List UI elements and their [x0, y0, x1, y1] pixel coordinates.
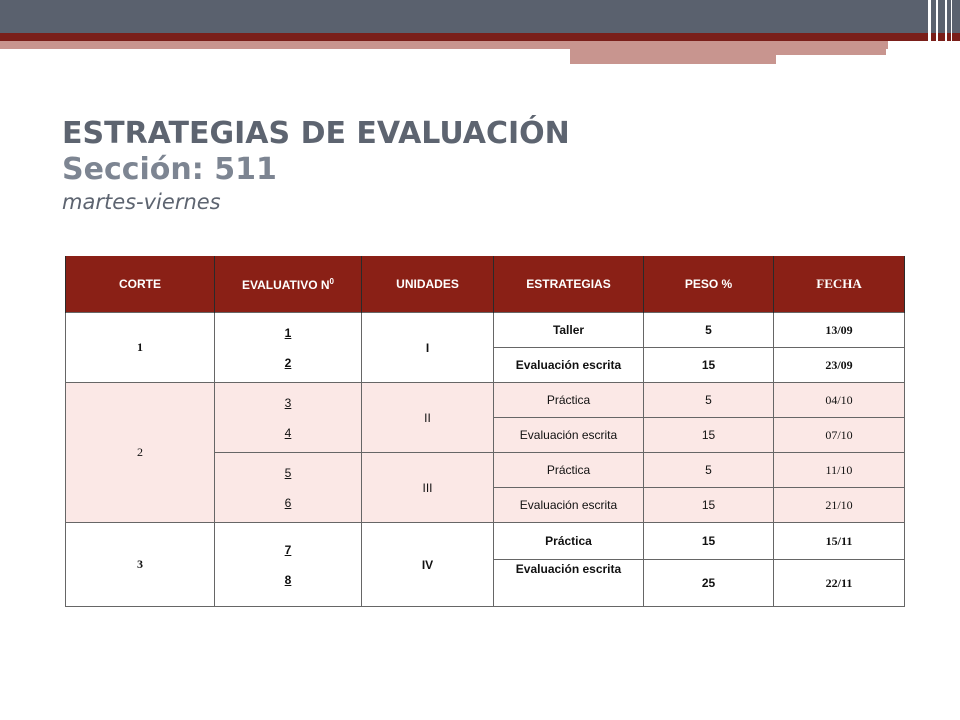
peso-cell: 15: [644, 418, 774, 453]
fecha-cell: 13/09: [774, 313, 905, 348]
table-header-row: [66, 256, 905, 313]
unidad-cell: III: [362, 453, 494, 523]
evaluativo-number: 4: [284, 425, 292, 440]
evaluativo-number: 6: [284, 495, 292, 510]
evaluativo-number: 1: [284, 325, 292, 340]
fecha-cell: 21/10: [774, 488, 905, 523]
unidad-cell: II: [362, 383, 494, 453]
evaluativo-cell: [215, 313, 362, 383]
evaluativo-cell: [215, 523, 362, 607]
estrategia-cell: Evaluación escrita: [494, 488, 644, 523]
evaluativo-number: 3: [284, 395, 292, 410]
peso-cell: 5: [644, 453, 774, 488]
evaluativo-cell: [215, 383, 362, 453]
schedule-days: martes-viernes: [62, 190, 221, 214]
col-header-unidades: UNIDADES: [362, 256, 494, 313]
estrategia-cell: Evaluación escrita: [494, 560, 644, 607]
evaluativo-number: 7: [284, 542, 292, 557]
table-row: [66, 523, 905, 560]
col-header-peso: PESO %: [644, 256, 774, 313]
slide-edge-stripe: [951, 0, 952, 64]
estrategia-cell: Práctica: [494, 383, 644, 418]
evaluativo-number: 2: [284, 355, 292, 370]
estrategia-cell: Evaluación escrita: [494, 418, 644, 453]
evaluativo-cell: [215, 453, 362, 523]
evaluativo-number: 8: [284, 572, 292, 587]
unidad-cell: I: [362, 313, 494, 383]
slide-accent-bar: [0, 41, 888, 49]
slide-accent-line: [0, 33, 960, 41]
col-header-evaluativo: [215, 256, 362, 313]
section-title: Sección: 511: [62, 152, 277, 187]
slide-accent-bar-shorter: [570, 55, 776, 64]
col-header-superscript: 0: [329, 276, 334, 286]
peso-cell: 5: [644, 383, 774, 418]
col-header-estrategias: ESTRATEGIAS: [494, 256, 644, 313]
peso-cell: 15: [644, 523, 774, 560]
table-row: [66, 313, 905, 348]
fecha-cell: 15/11: [774, 523, 905, 560]
peso-cell: 25: [644, 560, 774, 607]
estrategia-cell: Evaluación escrita: [494, 348, 644, 383]
evaluativo-number: 5: [284, 465, 292, 480]
slide-top-bar: [0, 0, 960, 33]
slide-edge-stripe: [945, 0, 947, 64]
estrategia-cell: Práctica: [494, 453, 644, 488]
unidad-cell: IV: [362, 523, 494, 607]
peso-cell: 15: [644, 488, 774, 523]
corte-cell: 2: [66, 383, 215, 523]
corte-cell: 3: [66, 523, 215, 607]
estrategia-cell: Taller: [494, 313, 644, 348]
slide-edge-stripe: [928, 0, 931, 64]
col-header-fecha: FECHA: [774, 256, 905, 313]
col-header-corte: CORTE: [66, 256, 215, 313]
title-block: [62, 116, 570, 216]
fecha-cell: 23/09: [774, 348, 905, 383]
col-header-evaluativo-text: EVALUATIVO N: [241, 277, 330, 292]
corte-cell: 1: [66, 313, 215, 383]
evaluation-table: [65, 256, 905, 607]
peso-cell: 5: [644, 313, 774, 348]
fecha-cell: 22/11: [774, 560, 905, 607]
table-row: [66, 383, 905, 418]
fecha-cell: 04/10: [774, 383, 905, 418]
page-title: ESTRATEGIAS DE EVALUACIÓN: [62, 116, 570, 151]
estrategia-cell: Práctica: [494, 523, 644, 560]
fecha-cell: 11/10: [774, 453, 905, 488]
peso-cell: 15: [644, 348, 774, 383]
fecha-cell: 07/10: [774, 418, 905, 453]
slide-edge-stripe: [936, 0, 938, 64]
